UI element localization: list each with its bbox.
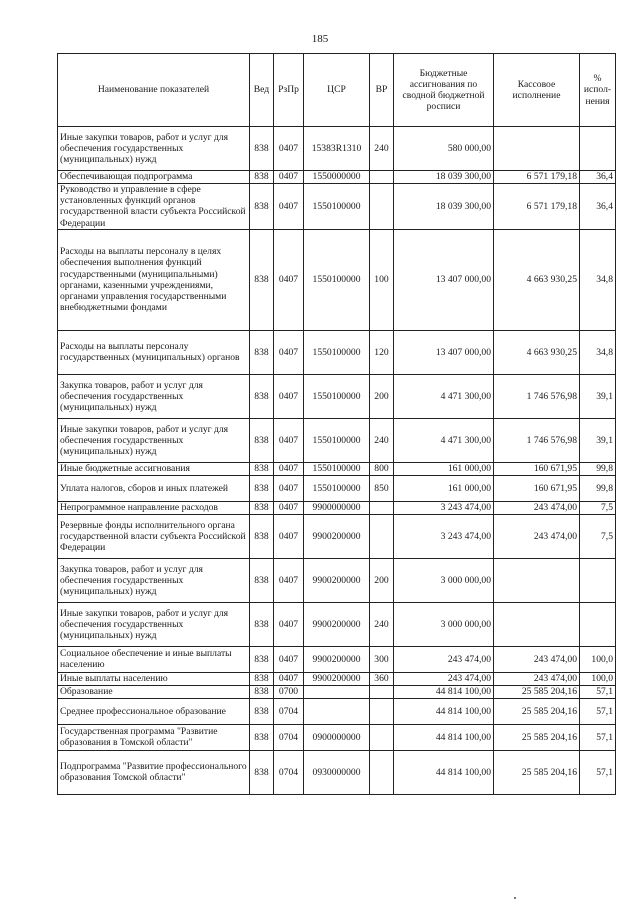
table-cell-csr: 1550100000: [304, 330, 370, 374]
table-cell-cash: 243 474,00: [494, 514, 580, 558]
table-cell-ved: 838: [250, 514, 274, 558]
table-cell-name: Социальное обеспечение и иные выплаты населению: [58, 646, 250, 672]
table-cell-pct: [580, 558, 616, 602]
table-cell-vr: 240: [370, 602, 394, 646]
table-cell-budget: 44 814 100,00: [394, 750, 494, 794]
table-cell-pct: 99,8: [580, 462, 616, 475]
header-budget: Бюджетные ассигнования по сводной бюджетной росписи: [394, 54, 494, 127]
table-row: [58, 229, 616, 330]
table-cell-pct: 57,1: [580, 724, 616, 750]
table-cell-name: Расходы на выплаты персоналу в целях обеспечения выполнения функций государственными (муниципальными) органами, казенными учреждениями, органами управления государственными внебюджетными фондами: [58, 229, 250, 330]
table-cell-cash: [494, 602, 580, 646]
table-cell-csr: 9900200000: [304, 672, 370, 685]
table-cell-rzpr: 0407: [274, 418, 304, 462]
table-cell-name: Расходы на выплаты персоналу государственных (муниципальных) органов: [58, 330, 250, 374]
table-cell-ved: 838: [250, 672, 274, 685]
table-cell-cash: 243 474,00: [494, 646, 580, 672]
table-cell-pct: 34,8: [580, 330, 616, 374]
table-cell-cash: 160 671,95: [494, 462, 580, 475]
header-csr: ЦСР: [304, 54, 370, 127]
table-cell-budget: 13 407 000,00: [394, 229, 494, 330]
table-row: [58, 462, 616, 475]
table-cell-vr: 850: [370, 475, 394, 501]
header-vr: ВР: [370, 54, 394, 127]
table-cell-budget: 3 000 000,00: [394, 602, 494, 646]
table-cell-csr: [304, 685, 370, 698]
table-cell-rzpr: 0407: [274, 672, 304, 685]
table-cell-name: Иные закупки товаров, работ и услуг для обеспечения государственных (муниципальных) нужд: [58, 418, 250, 462]
table-cell-budget: 4 471 300,00: [394, 418, 494, 462]
table-cell-budget: 580 000,00: [394, 127, 494, 171]
table-cell-ved: 838: [250, 646, 274, 672]
table-cell-rzpr: 0407: [274, 501, 304, 514]
table-cell-budget: 3 243 474,00: [394, 514, 494, 558]
table-cell-vr: [370, 698, 394, 724]
table-row: [58, 127, 616, 171]
table-cell-budget: 44 814 100,00: [394, 698, 494, 724]
table-row: [58, 646, 616, 672]
table-cell-rzpr: 0704: [274, 698, 304, 724]
table-cell-pct: 34,8: [580, 229, 616, 330]
table-cell-ved: 838: [250, 475, 274, 501]
table-cell-name: Обеспечивающая подпрограмма: [58, 171, 250, 184]
header-rzpr: РзПр: [274, 54, 304, 127]
table-cell-vr: 240: [370, 127, 394, 171]
table-cell-name: Иные бюджетные ассигнования: [58, 462, 250, 475]
table-cell-cash: 4 663 930,25: [494, 229, 580, 330]
table-cell-csr: 9900200000: [304, 514, 370, 558]
table-cell-csr: [304, 698, 370, 724]
table-cell-rzpr: 0700: [274, 685, 304, 698]
table-cell-rzpr: 0407: [274, 646, 304, 672]
table-cell-pct: 7,5: [580, 501, 616, 514]
table-cell-vr: 120: [370, 330, 394, 374]
table-row: [58, 514, 616, 558]
table-cell-ved: 838: [250, 724, 274, 750]
table-row: [58, 171, 616, 184]
table-cell-rzpr: 0407: [274, 330, 304, 374]
table-cell-cash: 243 474,00: [494, 501, 580, 514]
table-row: [58, 698, 616, 724]
table-cell-ved: 838: [250, 330, 274, 374]
table-cell-cash: 4 663 930,25: [494, 330, 580, 374]
table-cell-pct: 7,5: [580, 514, 616, 558]
table-cell-ved: 838: [250, 602, 274, 646]
table-cell-vr: 360: [370, 672, 394, 685]
table-cell-pct: 57,1: [580, 750, 616, 794]
table-cell-cash: 6 571 179,18: [494, 184, 580, 230]
table-cell-cash: 1 746 576,98: [494, 418, 580, 462]
table-cell-cash: 243 474,00: [494, 672, 580, 685]
header-name: Наименование показателей: [58, 54, 250, 127]
table-cell-budget: 18 039 300,00: [394, 171, 494, 184]
table-row: [58, 374, 616, 418]
table-cell-vr: [370, 514, 394, 558]
table-cell-pct: 36,4: [580, 184, 616, 230]
table-cell-name: Резервные фонды исполнительного органа государственной власти субъекта Российской Федерации: [58, 514, 250, 558]
table-cell-budget: 18 039 300,00: [394, 184, 494, 230]
table-cell-name: Иные закупки товаров, работ и услуг для обеспечения государственных (муниципальных) нужд: [58, 602, 250, 646]
table-cell-cash: 160 671,95: [494, 475, 580, 501]
table-cell-vr: 800: [370, 462, 394, 475]
table-cell-csr: 0930000000: [304, 750, 370, 794]
table-row: [58, 672, 616, 685]
table-cell-rzpr: 0407: [274, 514, 304, 558]
table-cell-ved: 838: [250, 750, 274, 794]
table-cell-ved: 838: [250, 184, 274, 230]
table-cell-pct: 100,0: [580, 672, 616, 685]
table-cell-name: Руководство и управление в сфере установленных функций органов государственной власти субъекта Российской Федерации: [58, 184, 250, 230]
table-cell-csr: 1550100000: [304, 229, 370, 330]
table-cell-ved: 838: [250, 558, 274, 602]
table-cell-vr: [370, 750, 394, 794]
table-cell-vr: [370, 501, 394, 514]
table-row: [58, 558, 616, 602]
table-cell-rzpr: 0407: [274, 184, 304, 230]
table-cell-vr: 200: [370, 374, 394, 418]
table-cell-rzpr: 0704: [274, 724, 304, 750]
table-cell-rzpr: 0407: [274, 558, 304, 602]
header-cash: Кассовое исполнение: [494, 54, 580, 127]
table-cell-csr: 9900000000: [304, 501, 370, 514]
table-row: [58, 184, 616, 230]
scan-speck: [514, 897, 516, 899]
table-cell-csr: 9900200000: [304, 646, 370, 672]
table-cell-cash: 1 746 576,98: [494, 374, 580, 418]
table-cell-budget: 3 000 000,00: [394, 558, 494, 602]
table-cell-vr: 200: [370, 558, 394, 602]
table-cell-pct: 57,1: [580, 685, 616, 698]
table-cell-vr: [370, 171, 394, 184]
table-cell-csr: 0900000000: [304, 724, 370, 750]
table-cell-rzpr: 0407: [274, 127, 304, 171]
table-cell-pct: 39,1: [580, 418, 616, 462]
table-cell-budget: 161 000,00: [394, 462, 494, 475]
table-cell-vr: 240: [370, 418, 394, 462]
table-cell-vr: [370, 184, 394, 230]
table-cell-pct: 36,4: [580, 171, 616, 184]
header-ved: Вед: [250, 54, 274, 127]
table-row: [58, 418, 616, 462]
table-cell-budget: 13 407 000,00: [394, 330, 494, 374]
table-row: [58, 475, 616, 501]
table-cell-name: Уплата налогов, сборов и иных платежей: [58, 475, 250, 501]
table-header-row: [58, 54, 616, 127]
table-cell-cash: 25 585 204,16: [494, 724, 580, 750]
table-cell-budget: 243 474,00: [394, 672, 494, 685]
table-cell-rzpr: 0407: [274, 602, 304, 646]
table-cell-cash: 6 571 179,18: [494, 171, 580, 184]
table-cell-ved: 838: [250, 374, 274, 418]
table-cell-pct: 100,0: [580, 646, 616, 672]
table-cell-ved: 838: [250, 127, 274, 171]
table-cell-vr: [370, 685, 394, 698]
table-cell-cash: 25 585 204,16: [494, 685, 580, 698]
table-cell-csr: 1550100000: [304, 418, 370, 462]
table-cell-pct: 99,8: [580, 475, 616, 501]
table-cell-budget: 44 814 100,00: [394, 685, 494, 698]
table-row: [58, 330, 616, 374]
table-cell-ved: 838: [250, 229, 274, 330]
table-cell-name: Государственная программа "Развитие образования в Томской области": [58, 724, 250, 750]
page-number: 185: [311, 33, 329, 45]
table-cell-pct: 57,1: [580, 698, 616, 724]
table-cell-name: Иные закупки товаров, работ и услуг для обеспечения государственных (муниципальных) нужд: [58, 127, 250, 171]
table-cell-name: Закупка товаров, работ и услуг для обеспечения государственных (муниципальных) нужд: [58, 374, 250, 418]
table-cell-rzpr: 0407: [274, 374, 304, 418]
table-cell-ved: 838: [250, 685, 274, 698]
table-cell-budget: 161 000,00: [394, 475, 494, 501]
table-cell-csr: 1550100000: [304, 462, 370, 475]
table-row: [58, 501, 616, 514]
table-row: [58, 685, 616, 698]
table-cell-csr: 1550100000: [304, 374, 370, 418]
table-row: [58, 750, 616, 794]
table-row: [58, 724, 616, 750]
table-cell-vr: 300: [370, 646, 394, 672]
table-cell-ved: 838: [250, 462, 274, 475]
table-cell-csr: 1550100000: [304, 184, 370, 230]
header-pct: % испол-нения: [580, 54, 616, 127]
table-cell-rzpr: 0407: [274, 229, 304, 330]
table-cell-cash: [494, 127, 580, 171]
table-cell-pct: 39,1: [580, 374, 616, 418]
table-cell-csr: 9900200000: [304, 602, 370, 646]
table-cell-ved: 838: [250, 418, 274, 462]
table-cell-name: Среднее профессиональное образование: [58, 698, 250, 724]
table-cell-rzpr: 0407: [274, 475, 304, 501]
table-cell-name: Непрограммное направление расходов: [58, 501, 250, 514]
table-cell-name: Закупка товаров, работ и услуг для обеспечения государственных (муниципальных) нужд: [58, 558, 250, 602]
table-cell-budget: 243 474,00: [394, 646, 494, 672]
table-cell-csr: 1550100000: [304, 475, 370, 501]
table-cell-budget: 3 243 474,00: [394, 501, 494, 514]
table-cell-vr: 100: [370, 229, 394, 330]
table-cell-name: Подпрограмма "Развитие профессионального образования Томской области": [58, 750, 250, 794]
table-cell-csr: 9900200000: [304, 558, 370, 602]
table-cell-cash: 25 585 204,16: [494, 750, 580, 794]
table-cell-ved: 838: [250, 698, 274, 724]
table-cell-cash: [494, 558, 580, 602]
table-cell-name: Иные выплаты населению: [58, 672, 250, 685]
table-cell-ved: 838: [250, 171, 274, 184]
table-cell-pct: [580, 602, 616, 646]
table-cell-cash: 25 585 204,16: [494, 698, 580, 724]
table-cell-budget: 4 471 300,00: [394, 374, 494, 418]
table-row: [58, 602, 616, 646]
budget-execution-table: [57, 53, 616, 795]
table-cell-rzpr: 0407: [274, 171, 304, 184]
table-cell-csr: 15383R1310: [304, 127, 370, 171]
table-cell-rzpr: 0704: [274, 750, 304, 794]
table-cell-pct: [580, 127, 616, 171]
table-cell-csr: 1550000000: [304, 171, 370, 184]
table-cell-ved: 838: [250, 501, 274, 514]
table-cell-vr: [370, 724, 394, 750]
table-cell-budget: 44 814 100,00: [394, 724, 494, 750]
table-cell-rzpr: 0407: [274, 462, 304, 475]
table-cell-name: Образование: [58, 685, 250, 698]
